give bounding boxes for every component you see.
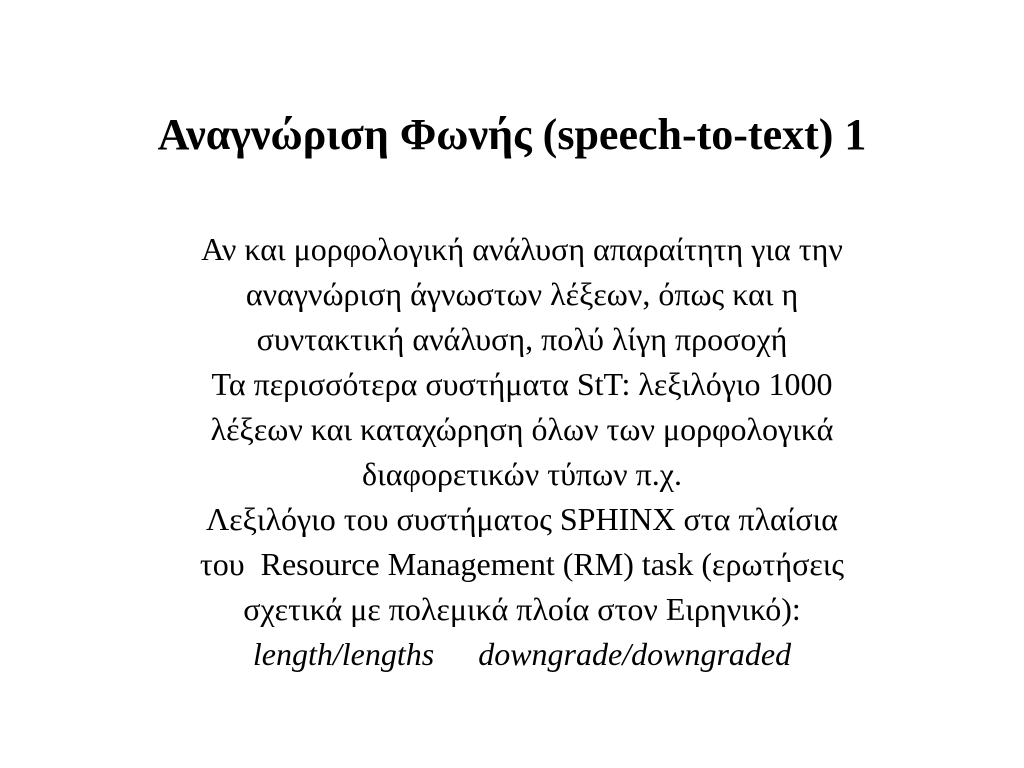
paragraph-3	[90, 497, 954, 677]
paragraph-2-line-3: διαφορετικών τύπων π.χ.	[362, 456, 682, 492]
paragraph-2	[90, 362, 954, 497]
paragraph-1	[90, 227, 954, 362]
paragraph-1-line-1: Αν και μορφολογική ανάλυση απαραίτητη για την	[201, 231, 843, 267]
paragraph-2-line-2: λέξεων και καταχώρηση όλων των μορφολογικά	[210, 411, 834, 447]
paragraph-1-line-2: αναγνώριση άγνωστων λέξεων, όπως και η	[245, 276, 799, 312]
paragraph-1-line-3: συντακτική ανάλυση, πολύ λίγη προσοχή	[256, 321, 788, 357]
paragraph-3-line-1: Λεξιλόγιο του συστήματος SPHINX στα πλαίσια	[206, 501, 838, 537]
example-word-1: length/lengths	[252, 636, 435, 672]
example-words	[90, 632, 954, 677]
paragraph-3-line-3: σχετικά με πολεμικά πλοία στον Ειρηνικό):	[243, 591, 801, 627]
slide-body	[90, 227, 954, 677]
paragraph-3-line-2: του Resource Management (RM) task (ερωτήσεις	[199, 546, 845, 582]
example-word-2: downgrade/downgraded	[478, 636, 792, 672]
slide-title: Αναγνώριση Φωνής (speech-to-text) 1	[157, 110, 867, 159]
paragraph-2-line-1: Τα περισσότερα συστήματα StT: λεξιλόγιο 1000	[211, 366, 833, 402]
